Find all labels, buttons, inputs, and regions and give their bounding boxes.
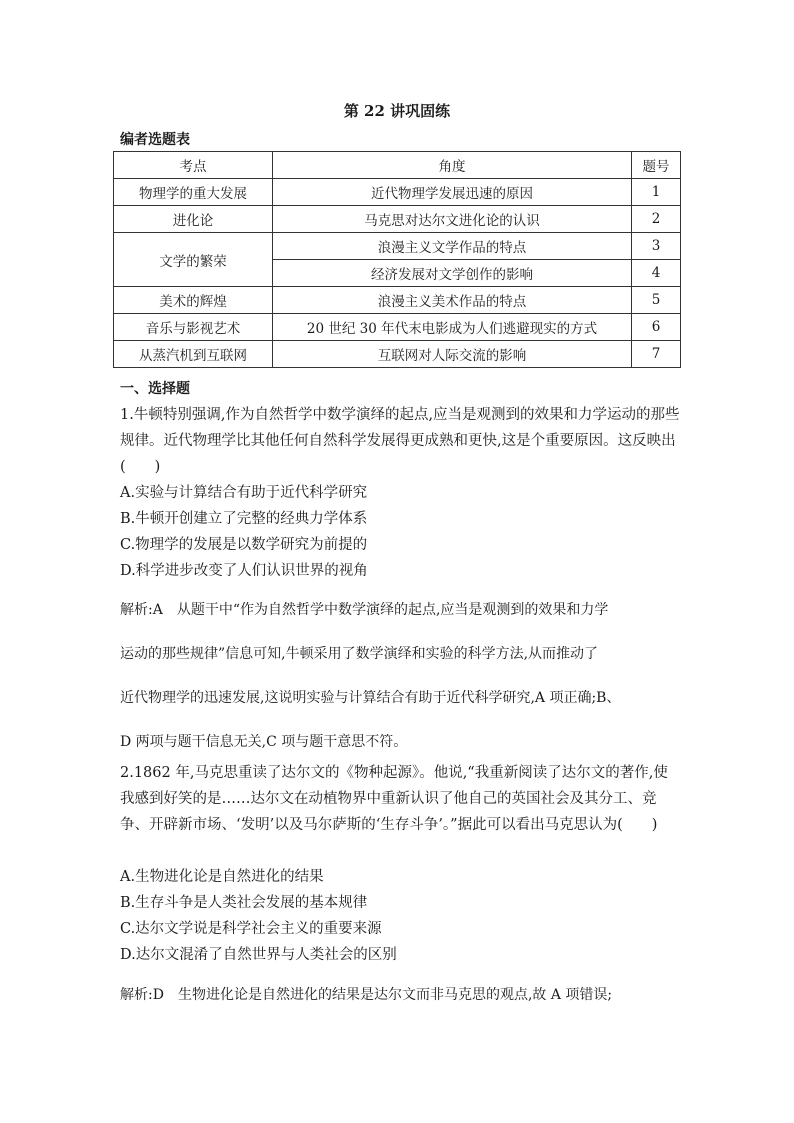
question-2-options <box>120 864 680 968</box>
angle-cell: 近代物理学发展迅速的原因 <box>273 179 632 206</box>
table-caption: 编者选题表 <box>120 132 190 148</box>
analysis-line: 解析:A 从题干中“作为自然哲学中数学演绎的起点,应当是观测到的效果和力学 <box>120 602 609 618</box>
number-cell: 4 <box>632 260 681 287</box>
angle-cell: 经济发展对文学创作的影响 <box>273 260 632 287</box>
header-topic: 考点 <box>114 152 273 179</box>
header-angle: 角度 <box>273 152 632 179</box>
table-row <box>114 233 681 260</box>
table-header-row <box>114 152 681 179</box>
number-cell: 2 <box>632 206 681 233</box>
angle-cell: 浪漫主义文学作品的特点 <box>273 233 632 260</box>
analysis-line: 运动的那些规律”信息可知,牛顿采用了数学演绎和实验的科学方法,从而推动了 <box>120 646 599 662</box>
analysis-line: D 两项与题干信息无关,C 项与题干意思不符。 <box>120 734 408 750</box>
question-2-analysis <box>120 982 680 1026</box>
analysis-line: 近代物理学的迅速发展,这说明实验与计算结合有助于近代科学研究,A 项正确;B、 <box>120 690 621 706</box>
option-b: B.牛顿开创建立了完整的经典力学体系 <box>120 511 368 527</box>
option-a: A.实验与计算结合有助于近代科学研究 <box>120 485 368 501</box>
angle-cell: 互联网对人际交流的影响 <box>273 341 632 368</box>
table-row <box>114 341 681 368</box>
question-2-stem: 2.1862 年,马克思重读了达尔文的《物种起源》。他说,“我重新阅读了达尔文的著作,使我感到好笑的是……达尔文在动植物界中重新认识了他自己的英国社会及其分工、竞争、开辟新市场、‘发明’以及马尔萨斯的‘生存斗争’。”据此可以看出马克思认为( ) <box>120 765 668 833</box>
question-1-options <box>120 480 680 584</box>
table-row <box>114 179 681 206</box>
option-b: B.生存斗争是人类社会发展的基本规律 <box>120 895 368 911</box>
number-cell: 3 <box>632 233 681 260</box>
number-cell: 1 <box>632 179 681 206</box>
number-cell: 7 <box>632 341 681 368</box>
table-row <box>114 206 681 233</box>
option-c: C.达尔文学说是科学社会主义的重要来源 <box>120 921 382 937</box>
topic-cell: 从蒸汽机到互联网 <box>114 341 273 368</box>
topic-cell: 文学的繁荣 <box>114 233 273 287</box>
option-a: A.生物进化论是自然进化的结果 <box>120 869 324 885</box>
question-1-stem: 1.牛顿特别强调,作为自然哲学中数学演绎的起点,应当是观测到的效果和力学运动的那些规律。近代物理学比其他任何自然科学发展得更成熟和更快,这是个重要原因。这反映出( ) <box>120 407 680 475</box>
angle-cell: 浪漫主义美术作品的特点 <box>273 287 632 314</box>
table-row <box>114 287 681 314</box>
analysis-line: 解析:D 生物进化论是自然进化的结果是达尔文而非马克思的观点,故 A 项错误; <box>120 987 613 1003</box>
angle-cell: 20 世纪 30 年代末电影成为人们逃避现实的方式 <box>273 314 632 341</box>
topic-table <box>113 151 681 368</box>
number-cell: 6 <box>632 314 681 341</box>
question-1-analysis <box>120 597 680 773</box>
option-d: D.科学进步改变了人们认识世界的视角 <box>120 563 368 579</box>
topic-cell: 进化论 <box>114 206 273 233</box>
topic-cell: 美术的辉煌 <box>114 287 273 314</box>
section-heading: 一、选择题 <box>120 381 190 397</box>
topic-cell: 音乐与影视艺术 <box>114 314 273 341</box>
number-cell: 5 <box>632 287 681 314</box>
option-c: C.物理学的发展是以数学研究为前提的 <box>120 537 368 553</box>
angle-cell: 马克思对达尔文进化论的认识 <box>273 206 632 233</box>
topic-cell: 物理学的重大发展 <box>114 179 273 206</box>
option-d: D.达尔文混淆了自然世界与人类社会的区别 <box>120 947 397 963</box>
page-title: 第 22 讲巩固练 <box>343 102 451 120</box>
header-number: 题号 <box>632 152 681 179</box>
table-row <box>114 314 681 341</box>
